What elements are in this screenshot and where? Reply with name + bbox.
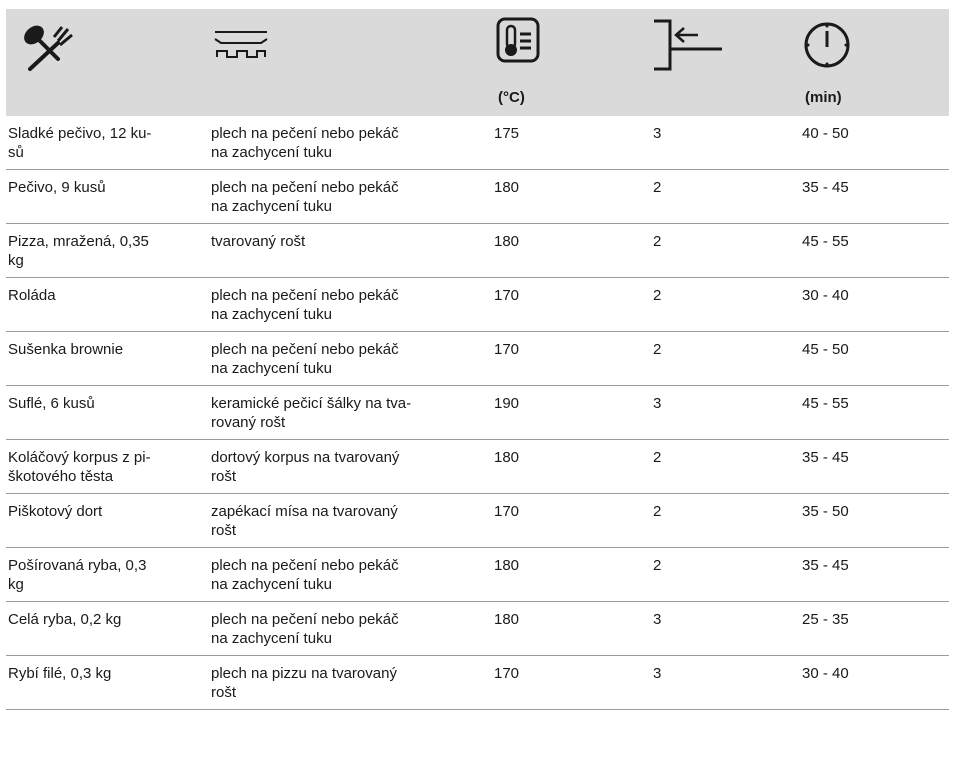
time-cell: 45 - 55 <box>802 395 849 412</box>
time-unit: (min) <box>805 89 842 106</box>
temperature-cell: 170 <box>494 287 520 304</box>
table-row <box>6 278 949 332</box>
temperature-cell: 180 <box>494 233 520 250</box>
accessory-cell: plech na pečení nebo pekáč na zachycení tuku <box>211 611 399 647</box>
temperature-cell: 170 <box>494 665 520 682</box>
level-cell: 3 <box>653 125 662 142</box>
level-cell: 2 <box>653 449 662 466</box>
level-cell: 3 <box>653 665 662 682</box>
temperature-cell: 180 <box>494 611 520 628</box>
table-row <box>6 656 949 710</box>
table-row <box>6 386 949 440</box>
time-cell: 35 - 45 <box>802 449 849 466</box>
temperature-cell: 190 <box>494 395 520 412</box>
table-row <box>6 602 949 656</box>
table-row <box>6 332 949 386</box>
level-cell: 2 <box>653 233 662 250</box>
cutlery-icon <box>16 23 80 73</box>
time-cell: 35 - 50 <box>802 503 849 520</box>
accessory-cell: zapékací mísa na tvarovaný rošt <box>211 503 398 539</box>
temperature-cell: 180 <box>494 557 520 574</box>
table-row <box>6 440 949 494</box>
table-row <box>6 170 949 224</box>
food-cell: Pečivo, 9 kusů <box>8 179 106 196</box>
food-cell: Sušenka brownie <box>8 341 124 358</box>
level-cell: 2 <box>653 341 662 358</box>
temperature-unit: (°C) <box>498 89 525 106</box>
food-cell: Sladké pečivo, 12 ku- sů <box>8 125 152 161</box>
cooking-table <box>6 9 949 710</box>
food-cell: Roláda <box>8 287 56 304</box>
food-cell: Rybí filé, 0,3 kg <box>8 665 112 682</box>
table-header <box>6 9 949 116</box>
temperature-cell: 175 <box>494 125 520 142</box>
food-cell: Pošírovaná ryba, 0,3 kg <box>8 557 147 593</box>
table-row <box>6 116 949 170</box>
accessory-cell: plech na pečení nebo pekáč na zachycení tuku <box>211 179 399 215</box>
time-cell: 30 - 40 <box>802 665 849 682</box>
time-cell: 35 - 45 <box>802 179 849 196</box>
accessory-cell: plech na pečení nebo pekáč na zachycení tuku <box>211 125 399 161</box>
accessory-cell: keramické pečicí šálky na tva- rovaný rošt <box>211 395 412 431</box>
table-row <box>6 548 949 602</box>
accessory-cell: tvarovaný rošt <box>211 233 306 250</box>
time-cell: 45 - 50 <box>802 341 849 358</box>
level-cell: 2 <box>653 557 662 574</box>
time-cell: 35 - 45 <box>802 557 849 574</box>
table-row <box>6 224 949 278</box>
temperature-cell: 180 <box>494 179 520 196</box>
clock-icon <box>803 21 851 69</box>
food-cell: Pizza, mražená, 0,35 kg <box>8 233 149 269</box>
temperature-cell: 180 <box>494 449 520 466</box>
food-cell: Piškotový dort <box>8 503 103 520</box>
level-cell: 3 <box>653 395 662 412</box>
thermometer-icon <box>496 17 540 63</box>
temperature-cell: 170 <box>494 341 520 358</box>
accessory-cell: plech na pečení nebo pekáč na zachycení tuku <box>211 341 399 377</box>
accessory-cell: plech na pečení nebo pekáč na zachycení tuku <box>211 557 399 593</box>
time-cell: 45 - 55 <box>802 233 849 250</box>
accessory-cell: dortový korpus na tvarovaný rošt <box>211 449 400 485</box>
table-row <box>6 494 949 548</box>
level-cell: 2 <box>653 503 662 520</box>
level-cell: 3 <box>653 611 662 628</box>
food-cell: Koláčový korpus z pi- škotového těsta <box>8 449 151 485</box>
time-cell: 30 - 40 <box>802 287 849 304</box>
level-cell: 2 <box>653 287 662 304</box>
baking-tray-icon <box>213 29 269 59</box>
time-cell: 40 - 50 <box>802 125 849 142</box>
food-cell: Suflé, 6 kusů <box>8 395 95 412</box>
food-cell: Celá ryba, 0,2 kg <box>8 611 122 628</box>
shelf-level-icon <box>652 19 724 71</box>
accessory-cell: plech na pečení nebo pekáč na zachycení tuku <box>211 287 399 323</box>
accessory-cell: plech na pizzu na tvarovaný rošt <box>211 665 397 701</box>
table-body <box>6 116 949 710</box>
level-cell: 2 <box>653 179 662 196</box>
temperature-cell: 170 <box>494 503 520 520</box>
time-cell: 25 - 35 <box>802 611 849 628</box>
